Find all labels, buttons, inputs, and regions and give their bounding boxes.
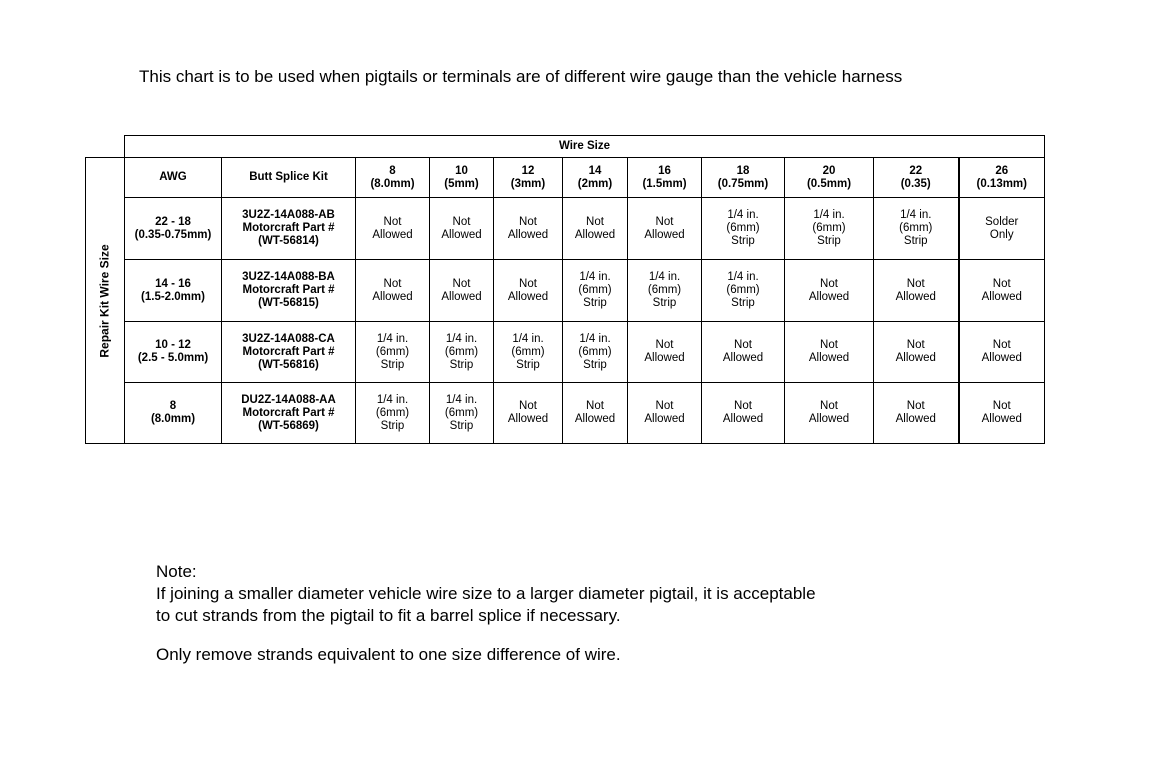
rule-line: 1/4 in. xyxy=(727,271,759,283)
kit-label: Motorcraft Part # xyxy=(242,222,335,234)
rule-line: Strip xyxy=(449,419,474,432)
size-header-12 xyxy=(494,158,563,198)
rule-cell xyxy=(494,322,563,383)
wire-size-header-row xyxy=(86,136,1045,158)
rule-cell xyxy=(874,198,959,260)
awg-mm: (0.35-0.75mm) xyxy=(134,228,212,241)
size-header-22 xyxy=(874,158,959,198)
rule-line: Allowed xyxy=(574,413,616,425)
note-title: Note: xyxy=(156,562,197,581)
rule-line: Allowed xyxy=(895,352,936,364)
table-row xyxy=(86,198,1045,260)
rule-line: Strip xyxy=(903,235,928,247)
rule-cell xyxy=(959,260,1045,322)
rule-line: Allowed xyxy=(507,228,549,241)
size-header-26 xyxy=(959,158,1045,198)
rule-line: Strip xyxy=(817,235,841,247)
rule-cell xyxy=(563,260,628,322)
rule-line: 1/4 in. xyxy=(727,209,759,221)
size-mm: (5mm) xyxy=(444,177,479,190)
rule-line: Not xyxy=(906,277,925,290)
rule-line: Not xyxy=(655,339,674,351)
butt-splice-kit-header: Butt Splice Kit xyxy=(222,158,356,198)
rule-line: Allowed xyxy=(808,413,850,425)
rule-cell xyxy=(563,198,628,260)
rule-line: (6mm) xyxy=(444,345,479,358)
rule-cell xyxy=(702,322,785,383)
rule-line: Strip xyxy=(380,358,405,371)
rule-cell xyxy=(494,383,563,444)
rule-cell xyxy=(959,198,1045,260)
rule-line: Not xyxy=(820,339,838,351)
kit-cell xyxy=(222,260,356,322)
rule-line: Not xyxy=(906,400,925,412)
kit-label: Motorcraft Part # xyxy=(242,284,335,296)
size-gauge: 18 xyxy=(736,164,750,177)
rule-line: 1/4 in. xyxy=(579,332,611,345)
rule-cell xyxy=(356,383,430,444)
size-header-16 xyxy=(628,158,702,198)
rule-cell xyxy=(785,322,874,383)
kit-part: DU2Z-14A088-AA xyxy=(241,393,336,406)
corner-blank xyxy=(86,136,125,158)
rule-cell xyxy=(628,322,702,383)
size-gauge: 26 xyxy=(995,164,1009,177)
rule-line: Only xyxy=(989,228,1014,241)
rule-line: Allowed xyxy=(981,290,1022,303)
rule-line: Not xyxy=(734,400,752,412)
rule-line: Allowed xyxy=(722,413,764,425)
rule-line: Not xyxy=(820,400,838,412)
awg-cell xyxy=(125,198,222,260)
rule-line: Not xyxy=(586,215,604,228)
rule-line: Strip xyxy=(449,358,474,371)
rule-cell xyxy=(430,383,494,444)
size-mm: (0.35) xyxy=(900,177,931,190)
rule-line: Strip xyxy=(583,358,607,371)
rule-line: (6mm) xyxy=(726,222,760,234)
size-mm: (3mm) xyxy=(510,177,546,190)
size-header-8 xyxy=(356,158,430,198)
rule-line: 1/4 in. xyxy=(445,332,478,345)
rule-cell xyxy=(563,383,628,444)
rule-line: Allowed xyxy=(895,290,936,303)
rule-line: (6mm) xyxy=(578,345,612,358)
kit-cell xyxy=(222,383,356,444)
rule-line: Not xyxy=(383,277,402,290)
rule-line: Not xyxy=(586,400,604,412)
kit-wt: (WT-56815) xyxy=(258,297,319,309)
kit-part: 3U2Z-14A088-BA xyxy=(242,271,335,283)
rule-line: Not xyxy=(655,215,674,228)
rule-line: (6mm) xyxy=(812,222,846,234)
rule-cell xyxy=(628,260,702,322)
kit-wt: (WT-56869) xyxy=(258,419,319,432)
size-mm: (2mm) xyxy=(577,177,613,190)
rule-cell xyxy=(628,383,702,444)
rule-cell xyxy=(494,260,563,322)
rule-cell xyxy=(874,260,959,322)
kit-cell xyxy=(222,322,356,383)
rule-line: 1/4 in. xyxy=(813,209,845,221)
rule-cell xyxy=(702,260,785,322)
note-line-1: If joining a smaller diameter vehicle wire size to a larger diameter pigtail, it is acceptable xyxy=(156,584,816,603)
rule-line: (6mm) xyxy=(375,406,410,419)
awg-cell xyxy=(125,322,222,383)
kit-cell xyxy=(222,198,356,260)
rule-line: Allowed xyxy=(372,228,413,241)
rule-line: Not xyxy=(452,215,471,228)
size-header-18 xyxy=(702,158,785,198)
rule-line: Not xyxy=(734,339,752,351)
size-gauge: 12 xyxy=(521,164,535,177)
table-row xyxy=(86,322,1045,383)
size-gauge: 16 xyxy=(658,164,671,177)
awg-mm: (1.5-2.0mm) xyxy=(141,290,205,303)
rule-line: Not xyxy=(655,400,674,412)
note-line-3: Only remove strands equivalent to one size difference of wire. xyxy=(156,645,621,664)
rule-cell xyxy=(785,260,874,322)
kit-label: Motorcraft Part # xyxy=(242,406,335,419)
kit-label: Motorcraft Part # xyxy=(242,345,335,358)
awg-cell xyxy=(125,383,222,444)
rule-line: 1/4 in. xyxy=(579,271,611,283)
awg-range: 22 - 18 xyxy=(155,215,191,228)
rule-cell xyxy=(356,260,430,322)
rule-cell xyxy=(874,322,959,383)
rule-cell xyxy=(959,322,1045,383)
rule-line: Allowed xyxy=(981,413,1022,425)
rule-cell xyxy=(702,198,785,260)
rule-line: Allowed xyxy=(372,290,413,303)
repair-kit-wire-size-label: Repair Kit Wire Size xyxy=(97,243,112,358)
rule-line: Allowed xyxy=(574,228,616,241)
table-row xyxy=(86,260,1045,322)
rule-line: Allowed xyxy=(808,290,850,303)
kit-wt: (WT-56816) xyxy=(258,358,319,371)
awg-range: 14 - 16 xyxy=(155,277,191,290)
awg-cell xyxy=(125,260,222,322)
intro-text: This chart is to be used when pigtails or terminals are of different wire gauge than the vehicle harness xyxy=(139,67,903,86)
size-header-20 xyxy=(785,158,874,198)
rule-line: Allowed xyxy=(644,413,685,425)
rule-line: (6mm) xyxy=(444,406,479,419)
rule-line: (6mm) xyxy=(899,222,933,234)
kit-part: 3U2Z-14A088-CA xyxy=(242,332,335,345)
rule-line: Strip xyxy=(380,419,405,432)
rule-line: Not xyxy=(452,277,471,290)
rule-line: Not xyxy=(519,277,537,290)
rule-cell xyxy=(430,198,494,260)
rule-line: (6mm) xyxy=(647,284,682,296)
rule-line: Allowed xyxy=(507,413,549,425)
size-header-10 xyxy=(430,158,494,198)
rule-line: Strip xyxy=(652,297,677,309)
size-gauge: 8 xyxy=(389,164,396,177)
rule-line: Allowed xyxy=(441,228,482,241)
awg-mm: (8.0mm) xyxy=(150,413,196,425)
table-row xyxy=(86,383,1045,444)
size-gauge: 22 xyxy=(909,164,923,177)
rule-cell xyxy=(563,322,628,383)
size-mm: (1.5mm) xyxy=(642,177,687,190)
side-label-cell xyxy=(86,158,125,444)
rule-line: Allowed xyxy=(722,352,764,364)
wire-size-header: Wire Size xyxy=(125,136,1045,158)
rule-line: Allowed xyxy=(895,413,936,425)
rule-line: Not xyxy=(383,215,402,228)
note-line-2: to cut strands from the pigtail to fit a barrel splice if necessary. xyxy=(156,606,621,625)
rule-line: Not xyxy=(906,339,925,351)
rule-line: Not xyxy=(992,400,1011,412)
rule-line: Not xyxy=(992,339,1011,351)
rule-line: Allowed xyxy=(644,352,685,364)
notes-section xyxy=(156,561,816,666)
rule-line: 1/4 in. xyxy=(900,209,932,221)
rule-line: (6mm) xyxy=(726,284,760,296)
size-mm: (0.5mm) xyxy=(806,177,852,190)
awg-range: 10 - 12 xyxy=(155,339,191,351)
rule-cell xyxy=(430,260,494,322)
rule-cell xyxy=(959,383,1045,444)
rule-cell xyxy=(785,383,874,444)
column-header-row xyxy=(86,158,1045,198)
rule-line: (6mm) xyxy=(511,345,545,358)
rule-line: Strip xyxy=(583,297,607,309)
awg-mm: (2.5 - 5.0mm) xyxy=(137,352,209,364)
rule-line: Allowed xyxy=(644,228,685,241)
rule-cell xyxy=(494,198,563,260)
rule-cell xyxy=(874,383,959,444)
rule-line: Not xyxy=(519,215,537,228)
awg-header: AWG xyxy=(125,158,222,198)
rule-line: Strip xyxy=(731,235,755,247)
size-mm: (8.0mm) xyxy=(370,177,415,190)
rule-line: Not xyxy=(519,400,537,412)
rule-line: 1/4 in. xyxy=(512,332,544,345)
kit-wt: (WT-56814) xyxy=(258,235,319,247)
size-gauge: 20 xyxy=(822,164,836,177)
rule-cell xyxy=(430,322,494,383)
awg-range: 8 xyxy=(169,400,177,412)
rule-line: 1/4 in. xyxy=(648,271,681,283)
rule-line: Not xyxy=(820,277,838,290)
rule-line: Allowed xyxy=(981,352,1022,364)
rule-line: Allowed xyxy=(808,352,850,364)
rule-line: Strip xyxy=(516,358,540,371)
rule-line: 1/4 in. xyxy=(445,393,478,406)
rule-line: 1/4 in. xyxy=(376,332,409,345)
rule-line: Not xyxy=(992,277,1011,290)
rule-cell xyxy=(356,322,430,383)
rule-cell xyxy=(785,198,874,260)
size-mm: (0.75mm) xyxy=(717,177,769,190)
rule-line: Allowed xyxy=(507,290,549,303)
rule-line: Strip xyxy=(731,297,755,309)
size-header-14 xyxy=(563,158,628,198)
rule-line: 1/4 in. xyxy=(376,393,409,406)
size-gauge: 10 xyxy=(455,164,468,177)
rule-line: Allowed xyxy=(441,290,482,303)
rule-line: (6mm) xyxy=(375,345,410,358)
rule-cell xyxy=(702,383,785,444)
wire-size-table xyxy=(85,135,1045,444)
rule-cell xyxy=(356,198,430,260)
size-gauge: 14 xyxy=(588,164,602,177)
kit-part: 3U2Z-14A088-AB xyxy=(242,209,335,221)
size-mm: (0.13mm) xyxy=(976,177,1027,190)
rule-line: (6mm) xyxy=(578,284,612,296)
rule-line: Solder xyxy=(985,215,1019,228)
rule-cell xyxy=(628,198,702,260)
